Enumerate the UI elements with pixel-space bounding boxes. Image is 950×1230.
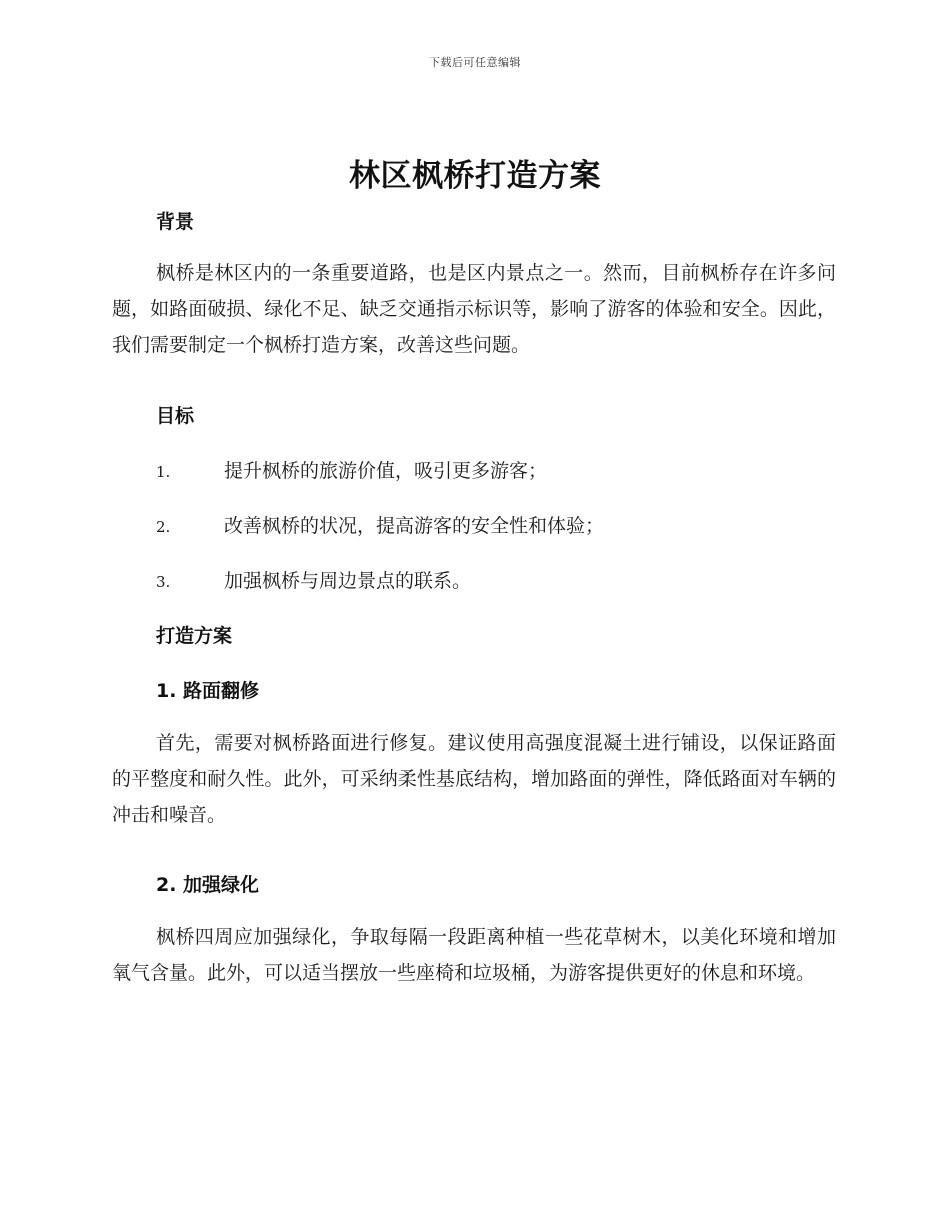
paragraph-background: 枫桥是林区内的一条重要道路，也是区内景点之一。然而，目前枫桥存在许多问题，如路面破损、绿化不足、缺乏交通指示标识等，影响了游客的体验和安全。因此，我们需要制定一个枫桥打造方案，改善这些问题。 (112, 262, 836, 356)
goal-text: 改善枫桥的状况，提高游客的安全性和体验； (224, 515, 605, 537)
goal-number: 2. (156, 518, 171, 536)
goal-number: 1. (156, 463, 171, 481)
goal-text: 加强枫桥与周边景点的联系。 (224, 570, 472, 592)
document-title: 林区枫桥打造方案 (349, 158, 601, 194)
goal-item-1 (156, 456, 836, 483)
heading-greening: 2. 加强绿化 (156, 874, 260, 896)
heading-road-repair: 1. 路面翻修 (156, 680, 260, 702)
heading-plan: 打造方案 (156, 625, 233, 647)
heading-goals: 目标 (156, 405, 195, 427)
goal-item-2 (156, 511, 836, 538)
paragraph-road-repair: 首先，需要对枫桥路面进行修复。建议使用高强度混凝土进行铺设，以保证路面的平整度和耐久性。此外，可采纳柔性基底结构，增加路面的弹性，降低路面对车辆的冲击和噪音。 (112, 732, 836, 826)
goal-item-3 (156, 566, 836, 593)
heading-background: 背景 (156, 211, 195, 233)
paragraph-greening: 枫桥四周应加强绿化，争取每隔一段距离种植一些花草树木，以美化环境和增加氧气含量。此外，可以适当摆放一些座椅和垃圾桶，为游客提供更好的休息和环境。 (112, 926, 836, 984)
header-note: 下载后可任意编辑 (429, 56, 521, 69)
goal-number: 3. (156, 573, 171, 591)
goal-text: 提升枫桥的旅游价值，吸引更多游客； (224, 460, 548, 482)
